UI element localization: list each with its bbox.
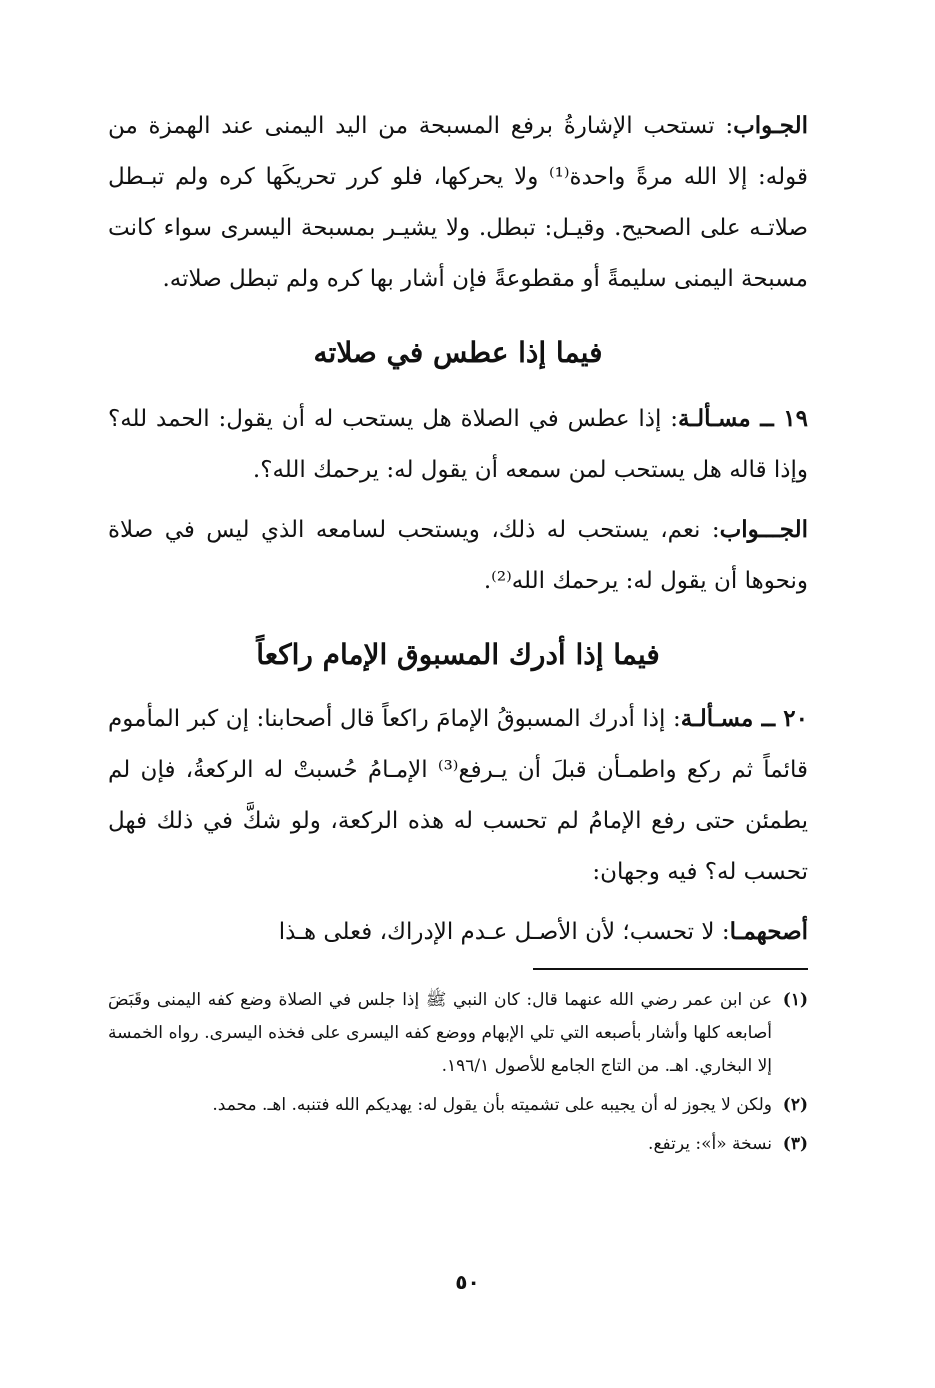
footnote-number: (٣)	[782, 1134, 808, 1154]
answer-label: الجـواب	[733, 112, 808, 139]
correct-opinion-label: أصحهمـا	[729, 918, 808, 945]
question-20-label: ٢٠ ــ مسـألـة	[680, 705, 808, 732]
footnote-1	[108, 984, 808, 1083]
footnote-text: عن ابن عمر رضي الله عنهما قال: كان النبي ﷺ إذا جلس في الصلاة وضع كفه اليمنى وقَبَضَ أصابعه كلها وأشار بأصبعه التي تلي الإبهام ووضع كفه اليسرى على فخذه اليسرى. رواه الخمسة إلا البخاري. اهـ. من التاج الجامع للأصول ١٩٦/١.	[108, 990, 772, 1076]
page-body	[108, 100, 808, 1167]
answer-label-2: الجـــواب	[719, 516, 808, 543]
question-19-paragraph	[108, 393, 808, 496]
footnote-text: ولكن لا يجوز له أن يجيبه على تشميته بأن يقول له: يهديكم الله فتنبه. اهـ. محمد.	[212, 1095, 772, 1115]
question-19-text: : إذا عطس في الصلاة هل يستحب له أن يقول: الحمد لله؟ وإذا قاله هل يستحب لمن سمعه أن يقول له: يرحمك الله؟.	[108, 406, 808, 483]
answer-text-2: : نعم، يستحب له ذلك، ويستحب لسامعه الذي ليس في صلاة ونحوها أن يقول له: يرحمك الله⁽²⁾.	[108, 517, 808, 594]
answer-paragraph-1	[108, 100, 808, 305]
footnote-divider	[533, 968, 808, 970]
answer-text: : تستحب الإشارةُ برفع المسبحة من اليد اليمنى عند الهمزة من قوله: إلا الله مرةً واحدة⁽¹⁾ ولا يحركها، فلو كرر تحريكَها كره ولم تبـطل صلاتـه على الصحيح. وقيـل: تبطل. ولا يشيـر بمسبحة اليسرى سواء كانت مسبحة اليمنى سليمةً أو مقطوعةً فإن أشار بها كره ولم تبطل صلاته.	[108, 113, 808, 292]
section-heading-sneezing: فيما إذا عطس في صلاته	[313, 336, 603, 369]
footnote-3	[108, 1128, 808, 1161]
footnote-text: نسخة «أ»: يرتفع.	[648, 1134, 772, 1154]
answer-paragraph-2	[108, 504, 808, 607]
footnote-2	[108, 1089, 808, 1122]
page-number: ٥٠	[455, 1270, 480, 1294]
footnote-number: (١)	[782, 990, 808, 1010]
question-19-label: ١٩ ــ مسـألـة	[678, 405, 808, 432]
correct-opinion-text: : لا تحسب؛ لأن الأصـل عـدم الإدراك، فعلى هـذا	[278, 919, 730, 945]
question-20-text: : إذا أدرك المسبوقُ الإمامَ راكعاً قال أصحابنا: إن كبر المأموم قائماً ثم ركع واطمـأن قبلَ أن يـرفع⁽³⁾ الإمـامُ حُسبتْ له الركعةُ، فإن لم يطمئن حتى رفع الإمامُ لم تحسب له هذه الركعة، ولو شكَّ في ذلك فهل تحسب له؟ فيه وجهان:	[108, 706, 808, 885]
footnote-number: (٢)	[782, 1095, 808, 1115]
section-heading-masbuq: فيما إذا أدرك المسبوق الإمام راكعاً	[256, 638, 660, 671]
correct-opinion-paragraph	[108, 906, 808, 958]
question-20-paragraph	[108, 693, 808, 898]
